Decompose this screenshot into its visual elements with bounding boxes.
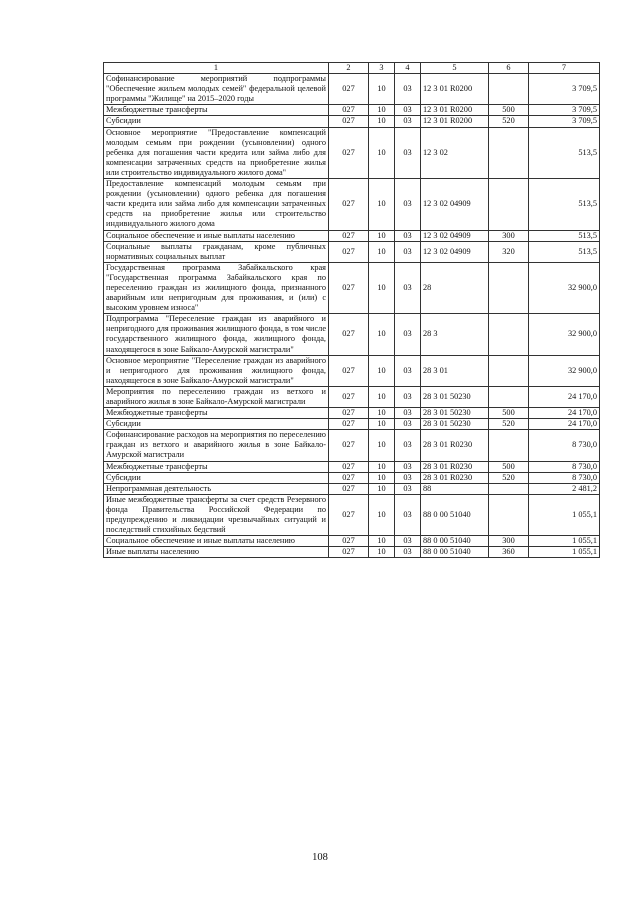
row-target-article: 12 3 02 04909 <box>421 241 489 262</box>
table-row <box>104 419 600 430</box>
row-section: 10 <box>369 179 395 230</box>
row-subsection: 03 <box>395 430 421 461</box>
row-code: 027 <box>329 262 369 313</box>
row-expense-type <box>489 386 529 407</box>
row-amount: 3 709,5 <box>529 116 600 127</box>
row-section: 10 <box>369 419 395 430</box>
row-expense-type <box>489 127 529 178</box>
row-code: 027 <box>329 461 369 472</box>
table-row <box>104 461 600 472</box>
table-row <box>104 179 600 230</box>
row-expense-type <box>489 74 529 105</box>
row-subsection: 03 <box>395 547 421 558</box>
row-section: 10 <box>369 461 395 472</box>
row-subsection: 03 <box>395 179 421 230</box>
row-amount: 24 170,0 <box>529 408 600 419</box>
row-expense-type: 520 <box>489 116 529 127</box>
row-target-article: 28 3 01 R0230 <box>421 461 489 472</box>
row-expense-type <box>489 355 529 386</box>
header-cell: 6 <box>489 63 529 74</box>
page-number: 108 <box>312 852 328 863</box>
row-target-article: 28 3 01 50230 <box>421 419 489 430</box>
row-target-article: 12 3 02 04909 <box>421 230 489 241</box>
row-code: 027 <box>329 547 369 558</box>
row-subsection: 03 <box>395 127 421 178</box>
row-target-article: 12 3 01 R0200 <box>421 105 489 116</box>
row-amount: 3 709,5 <box>529 105 600 116</box>
row-section: 10 <box>369 127 395 178</box>
row-name: Предоставление компенсаций молодым семьям при рождении (усыновлении) одного ребенка для погашения части кредита или займа либо для компенсации затраченных средств на приобретение жилья или строительство индивидуального жилого дома <box>104 179 329 230</box>
row-subsection: 03 <box>395 483 421 494</box>
row-section: 10 <box>369 241 395 262</box>
row-expense-type: 520 <box>489 419 529 430</box>
row-name: Мероприятия по переселению граждан из ветхого и аварийного жилья в зоне Байкало-Амурской магистрали <box>104 386 329 407</box>
row-expense-type: 500 <box>489 461 529 472</box>
row-subsection: 03 <box>395 241 421 262</box>
table-row <box>104 355 600 386</box>
row-section: 10 <box>369 494 395 535</box>
row-amount: 1 055,1 <box>529 536 600 547</box>
row-subsection: 03 <box>395 355 421 386</box>
row-name: Межбюджетные трансферты <box>104 408 329 419</box>
row-code: 027 <box>329 314 369 355</box>
row-amount: 2 481,2 <box>529 483 600 494</box>
row-amount: 32 900,0 <box>529 314 600 355</box>
row-name: Основное мероприятие "Предоставление компенсаций молодым семьям при рождении (усыновлении) одного ребенка для погашения части кредита или займа либо для компенсации затраченных средств на приобретение жилья или строительство индивидуального жилого дома" <box>104 127 329 178</box>
row-name: Софинансирование расходов на мероприятия по переселению граждан из ветхого и аварийного жилья в зоне Байкало-Амурской магистрали <box>104 430 329 461</box>
row-target-article: 28 3 01 R0230 <box>421 430 489 461</box>
row-expense-type: 520 <box>489 472 529 483</box>
row-name: Иные выплаты населению <box>104 547 329 558</box>
row-target-article: 28 3 01 R0230 <box>421 472 489 483</box>
row-code: 027 <box>329 472 369 483</box>
row-section: 10 <box>369 116 395 127</box>
row-name: Основное мероприятие "Переселение граждан из аварийного и непригодного для проживания жилищного фонда, находящегося в зоне Байкало-Амурской магистрали" <box>104 355 329 386</box>
table-row <box>104 536 600 547</box>
row-code: 027 <box>329 105 369 116</box>
table-row <box>104 262 600 313</box>
row-section: 10 <box>369 355 395 386</box>
row-target-article: 28 3 <box>421 314 489 355</box>
row-code: 027 <box>329 355 369 386</box>
row-section: 10 <box>369 105 395 116</box>
row-expense-type <box>489 314 529 355</box>
row-section: 10 <box>369 386 395 407</box>
row-target-article: 12 3 02 <box>421 127 489 178</box>
table-row <box>104 105 600 116</box>
row-amount: 24 170,0 <box>529 386 600 407</box>
row-subsection: 03 <box>395 105 421 116</box>
table-row <box>104 314 600 355</box>
row-code: 027 <box>329 179 369 230</box>
row-target-article: 28 3 01 <box>421 355 489 386</box>
header-cell: 3 <box>369 63 395 74</box>
row-target-article: 28 <box>421 262 489 313</box>
row-target-article: 12 3 01 R0200 <box>421 116 489 127</box>
row-code: 027 <box>329 116 369 127</box>
row-name: Непрограммная деятельность <box>104 483 329 494</box>
row-name: Социальные выплаты гражданам, кроме публичных нормативных социальных выплат <box>104 241 329 262</box>
row-expense-type: 300 <box>489 230 529 241</box>
row-name: Субсидии <box>104 419 329 430</box>
table-row <box>104 472 600 483</box>
row-name: Субсидии <box>104 116 329 127</box>
row-code: 027 <box>329 536 369 547</box>
header-cell: 5 <box>421 63 489 74</box>
row-code: 027 <box>329 419 369 430</box>
row-subsection: 03 <box>395 116 421 127</box>
row-subsection: 03 <box>395 472 421 483</box>
row-name: Государственная программа Забайкальского края "Государственная программа Забайкальского края по переселению граждан из жилищного фонда, признанного аварийным или непригодным для проживания, и (или) с высоким уровнем износа" <box>104 262 329 313</box>
row-subsection: 03 <box>395 419 421 430</box>
row-section: 10 <box>369 230 395 241</box>
row-name: Межбюджетные трансферты <box>104 461 329 472</box>
row-name: Иные межбюджетные трансферты за счет средств Резервного фонда Правительства Российской Федерации по предупреждению и ликвидации чрезвычайных ситуаций и последствий стихийных бедствий <box>104 494 329 535</box>
row-expense-type: 320 <box>489 241 529 262</box>
row-target-article: 12 3 02 04909 <box>421 179 489 230</box>
row-name: Социальное обеспечение и иные выплаты населению <box>104 536 329 547</box>
header-cell: 4 <box>395 63 421 74</box>
row-target-article: 88 0 00 51040 <box>421 536 489 547</box>
row-section: 10 <box>369 483 395 494</box>
row-subsection: 03 <box>395 536 421 547</box>
table-row <box>104 494 600 535</box>
row-amount: 8 730,0 <box>529 430 600 461</box>
row-section: 10 <box>369 430 395 461</box>
row-section: 10 <box>369 314 395 355</box>
row-expense-type <box>489 179 529 230</box>
row-expense-type <box>489 262 529 313</box>
row-code: 027 <box>329 241 369 262</box>
header-cell: 2 <box>329 63 369 74</box>
row-code: 027 <box>329 386 369 407</box>
row-code: 027 <box>329 430 369 461</box>
row-amount: 513,5 <box>529 127 600 178</box>
row-code: 027 <box>329 408 369 419</box>
header-cell: 7 <box>529 63 600 74</box>
row-name: Межбюджетные трансферты <box>104 105 329 116</box>
row-code: 027 <box>329 230 369 241</box>
table-row <box>104 230 600 241</box>
row-amount: 8 730,0 <box>529 472 600 483</box>
table-row <box>104 547 600 558</box>
row-code: 027 <box>329 127 369 178</box>
row-amount: 3 709,5 <box>529 74 600 105</box>
row-target-article: 28 3 01 50230 <box>421 386 489 407</box>
row-subsection: 03 <box>395 494 421 535</box>
row-target-article: 12 3 01 R0200 <box>421 74 489 105</box>
row-amount: 513,5 <box>529 179 600 230</box>
row-amount: 1 055,1 <box>529 494 600 535</box>
row-code: 027 <box>329 494 369 535</box>
table-row <box>104 127 600 178</box>
row-name: Софинансирование мероприятий подпрограммы "Обеспечение жильем молодых семей" федеральной целевой программы "Жилище" на 2015–2020 годы <box>104 74 329 105</box>
table-row <box>104 241 600 262</box>
row-section: 10 <box>369 262 395 313</box>
row-name: Подпрограмма "Переселение граждан из аварийного и непригодного для проживания жилищного фонда, в том числе государственного жилищного фонда, жилищного фонда, находящегося в зоне Байкало-Амурской магистрали" <box>104 314 329 355</box>
row-subsection: 03 <box>395 230 421 241</box>
header-cell: 1 <box>104 63 329 74</box>
table-body <box>104 74 600 558</box>
row-target-article: 88 <box>421 483 489 494</box>
row-amount: 1 055,1 <box>529 547 600 558</box>
table-row <box>104 74 600 105</box>
row-expense-type: 500 <box>489 408 529 419</box>
row-name: Социальное обеспечение и иные выплаты населению <box>104 230 329 241</box>
table-row <box>104 116 600 127</box>
budget-table <box>103 62 600 558</box>
row-subsection: 03 <box>395 314 421 355</box>
row-section: 10 <box>369 536 395 547</box>
table-header <box>104 63 600 74</box>
table-row <box>104 483 600 494</box>
row-target-article: 28 3 01 50230 <box>421 408 489 419</box>
table-row <box>104 430 600 461</box>
row-section: 10 <box>369 547 395 558</box>
row-amount: 8 730,0 <box>529 461 600 472</box>
row-expense-type <box>489 430 529 461</box>
row-section: 10 <box>369 408 395 419</box>
row-target-article: 88 0 00 51040 <box>421 547 489 558</box>
row-amount: 32 900,0 <box>529 262 600 313</box>
row-amount: 513,5 <box>529 241 600 262</box>
row-section: 10 <box>369 74 395 105</box>
table-row <box>104 386 600 407</box>
table-row <box>104 408 600 419</box>
row-amount: 32 900,0 <box>529 355 600 386</box>
row-code: 027 <box>329 483 369 494</box>
row-subsection: 03 <box>395 74 421 105</box>
row-amount: 513,5 <box>529 230 600 241</box>
row-subsection: 03 <box>395 461 421 472</box>
row-expense-type: 500 <box>489 105 529 116</box>
row-section: 10 <box>369 472 395 483</box>
row-subsection: 03 <box>395 262 421 313</box>
row-amount: 24 170,0 <box>529 419 600 430</box>
row-expense-type: 300 <box>489 536 529 547</box>
row-code: 027 <box>329 74 369 105</box>
row-subsection: 03 <box>395 386 421 407</box>
row-name: Субсидии <box>104 472 329 483</box>
row-expense-type <box>489 494 529 535</box>
row-target-article: 88 0 00 51040 <box>421 494 489 535</box>
row-expense-type <box>489 483 529 494</box>
row-expense-type: 360 <box>489 547 529 558</box>
row-subsection: 03 <box>395 408 421 419</box>
